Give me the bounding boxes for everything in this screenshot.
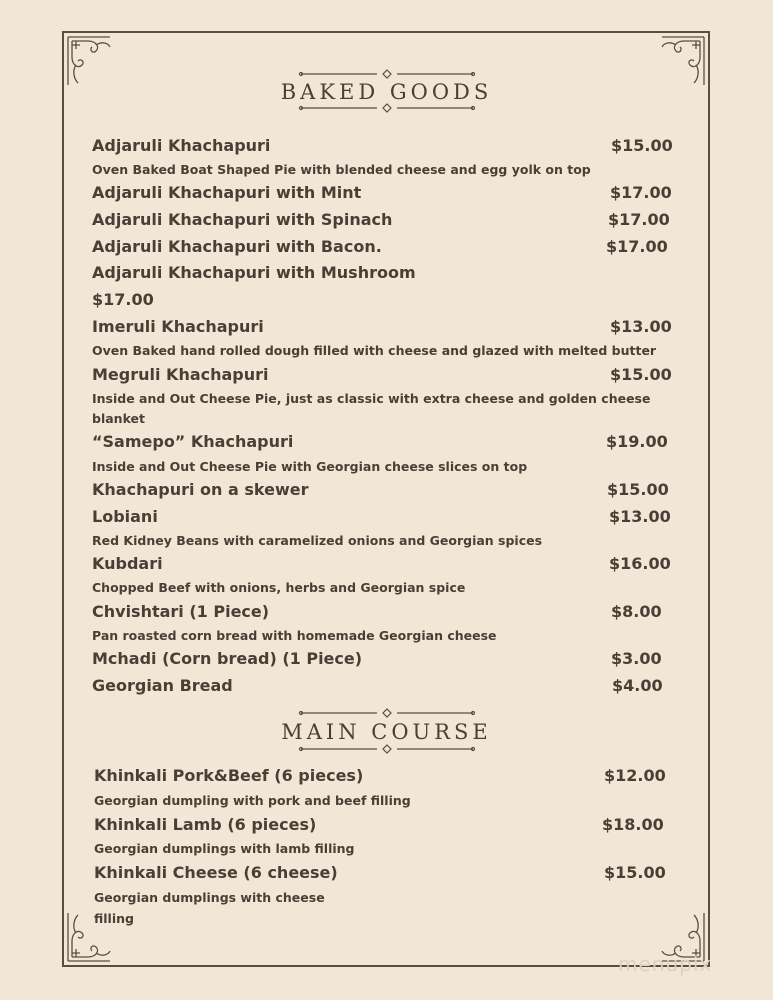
- menu-item-price: $12.00: [604, 766, 666, 785]
- menu-item-price: $17.00: [92, 290, 154, 309]
- menu-item-description: Georgian dumplings with lamb filling: [94, 841, 355, 856]
- menu-item-name: Khinkali Lamb (6 pieces): [94, 815, 317, 834]
- menu-item-description: blanket: [92, 411, 145, 426]
- menu-item-description: filling: [94, 911, 134, 926]
- menu-item-price: $13.00: [610, 317, 672, 336]
- watermark-text: menupix: [618, 952, 713, 976]
- menu-item-description: Inside and Out Cheese Pie, just as classic with extra cheese and golden cheese: [92, 391, 651, 406]
- menu-item-price: $17.00: [608, 210, 670, 229]
- heading-ornament-top-icon: [0, 68, 773, 80]
- menu-item-price: $15.00: [604, 863, 666, 882]
- menu-item-name: Lobiani: [92, 507, 158, 526]
- menu-item-name: Georgian Bread: [92, 676, 233, 695]
- menu-item-price: $15.00: [611, 136, 673, 155]
- menu-item-description: Pan roasted corn bread with homemade Georgian cheese: [92, 628, 497, 643]
- menu-item-name: Mchadi (Corn bread) (1 Piece): [92, 649, 363, 668]
- menu-item-description: Oven Baked hand rolled dough filled with cheese and glazed with melted butter: [92, 343, 657, 358]
- heading-ornament-top-icon: [0, 707, 773, 719]
- menu-item-name: “Samepo” Khachapuri: [92, 432, 294, 451]
- menu-item-description: Red Kidney Beans with caramelized onions and Georgian spices: [92, 533, 543, 548]
- menu-item-price: $17.00: [610, 183, 672, 202]
- menu-item-name: Adjaruli Khachapuri with Mushroom: [92, 263, 416, 282]
- menu-item-description: Inside and Out Cheese Pie with Georgian cheese slices on top: [92, 459, 528, 474]
- menu-item-description: Chopped Beef with onions, herbs and Georgian spice: [92, 580, 466, 595]
- menu-item-price: $19.00: [606, 432, 668, 451]
- menu-item-name: Khachapuri on a skewer: [92, 480, 309, 499]
- menu-item-price: $15.00: [607, 480, 669, 499]
- menu-item-name: Kubdari: [92, 554, 163, 573]
- menu-item-description: Georgian dumpling with pork and beef filling: [94, 793, 411, 808]
- menu-item-price: $18.00: [602, 815, 664, 834]
- section-title-main-course: MAIN COURSE: [281, 720, 492, 744]
- section-title-baked-goods: BAKED GOODS: [280, 80, 493, 104]
- menu-item-name: Adjaruli Khachapuri with Spinach: [92, 210, 393, 229]
- menu-item-name: Megruli Khachapuri: [92, 365, 269, 384]
- menu-item-name: Adjaruli Khachapuri with Bacon.: [92, 237, 382, 256]
- menu-item-price: $3.00: [611, 649, 662, 668]
- menu-item-description: Oven Baked Boat Shaped Pie with blended cheese and egg yolk on top: [92, 162, 591, 177]
- menu-item-name: Chvishtari (1 Piece): [92, 602, 270, 621]
- menu-item-price: $8.00: [611, 602, 662, 621]
- menu-item-name: Imeruli Khachapuri: [92, 317, 264, 336]
- heading-ornament-bottom-icon: [0, 743, 773, 755]
- heading-ornament-bottom-icon: [0, 102, 773, 114]
- menu-item-price: $13.00: [609, 507, 671, 526]
- menu-item-name: Khinkali Cheese (6 cheese): [94, 863, 338, 882]
- menu-item-name: Khinkali Pork&Beef (6 pieces): [94, 766, 364, 785]
- menu-item-name: Adjaruli Khachapuri with Mint: [92, 183, 362, 202]
- menu-item-price: $16.00: [609, 554, 671, 573]
- menu-item-price: $4.00: [612, 676, 663, 695]
- menu-item-price: $15.00: [610, 365, 672, 384]
- menu-item-name: Adjaruli Khachapuri: [92, 136, 271, 155]
- menu-item-price: $17.00: [606, 237, 668, 256]
- menu-item-description: Georgian dumplings with cheese: [94, 890, 325, 905]
